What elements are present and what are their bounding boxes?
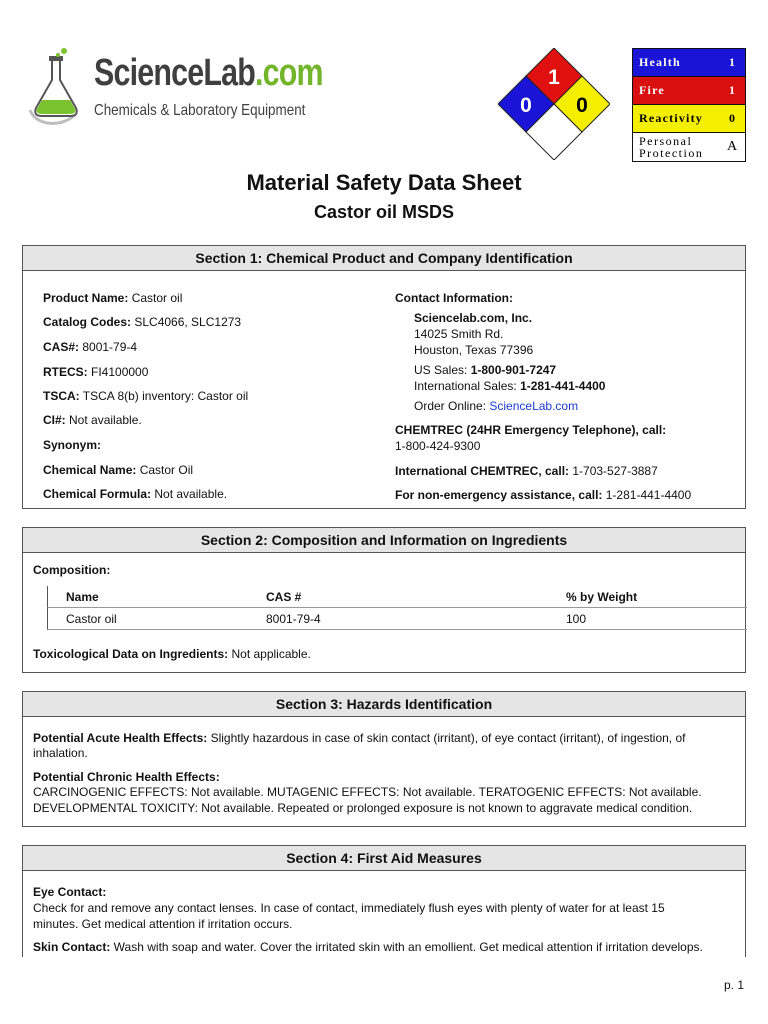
document-subtitle: Castor oil MSDS — [313, 202, 455, 222]
chemtrec-label: CHEMTREC (24HR Emergency Telephone), call: — [395, 423, 667, 437]
section-3-heading: Section 3: Hazards Identification — [23, 692, 745, 717]
catalog-codes-field: Catalog Codes: SLC4066, SLC1273 — [43, 315, 242, 329]
hmis-reactivity-value: 0 — [729, 111, 735, 125]
intl-chemtrec: International CHEMTREC, call: 1-703-527-3887 — [395, 464, 658, 478]
composition-table-header — [47, 586, 747, 608]
rtecs-field: RTECS: FI4100000 — [43, 365, 149, 379]
chronic-effects-label: Potential Chronic Health Effects: — [33, 770, 220, 784]
eye-contact-label: Eye Contact: — [33, 885, 107, 899]
nfpa-top-value: 1 — [548, 66, 560, 89]
hmis-fire-label: Fire — [639, 83, 665, 97]
hmis-health-value: 1 — [729, 55, 735, 69]
address-line-1: 14025 Smith Rd. — [414, 327, 504, 341]
address-line-2: Houston, Texas 77396 — [414, 343, 534, 357]
chemtrec-phone: 1-800-424-9300 — [395, 439, 481, 453]
section-2 — [22, 527, 746, 673]
section-1-heading: Section 1: Chemical Product and Company Identification — [23, 246, 745, 271]
hmis-rating-table — [632, 48, 746, 162]
synonym-field: Synonym: — [43, 438, 102, 452]
hmis-reactivity-row — [633, 105, 745, 133]
company-name: Sciencelab.com, Inc. — [414, 311, 533, 325]
order-online: Order Online: ScienceLab.com — [414, 399, 579, 413]
composition-table — [47, 586, 747, 630]
skin-contact: Skin Contact: Wash with soap and water. Cover the irritated skin with an emollient. Get medical attention if irritation develops. — [33, 940, 703, 954]
document-title: Material Safety Data Sheet — [246, 170, 522, 195]
hmis-reactivity-label: Reactivity — [639, 111, 703, 125]
hmis-protection-row — [633, 133, 745, 161]
eye-contact-line-2: minutes. Get medical attention if irritation occurs. — [33, 917, 293, 931]
contact-info-heading: Contact Information: — [395, 291, 513, 305]
table-row — [47, 608, 747, 630]
product-name-field: Product Name: Castor oil — [43, 291, 183, 305]
ingredient-name-cell: Castor oil — [66, 612, 117, 626]
section-3 — [22, 691, 746, 827]
section-4-heading: Section 4: First Aid Measures — [23, 846, 745, 871]
page-number: p. 1 — [723, 978, 744, 992]
hmis-protection-label: Personal Protection — [639, 134, 704, 160]
hmis-health-label: Health — [639, 55, 681, 69]
acute-effects-line-1: Potential Acute Health Effects: Slightly hazardous in case of skin contact (irritant), of eye contact (irritant), of ingestion, of — [33, 731, 686, 745]
section-1 — [22, 245, 746, 509]
toxicological-data: Toxicological Data on Ingredients: Not applicable. — [33, 647, 311, 661]
sciencelab-logo[interactable] — [22, 46, 323, 130]
non-emergency-assistance: For non-emergency assistance, call: 1-281-441-4400 — [395, 488, 692, 502]
hmis-fire-value: 1 — [729, 83, 735, 97]
eye-contact-line-1: Check for and remove any contact lenses. In case of contact, immediately flush eyes with plenty of water for at least 15 — [33, 901, 665, 915]
chronic-effects-line-1: CARCINOGENIC EFFECTS: Not available. MUTAGENIC EFFECTS: Not available. TERATOGENIC EFFECTS: Not available. — [33, 785, 702, 799]
hmis-health-row — [633, 49, 745, 77]
flask-icon — [22, 46, 92, 130]
column-weight-header: % by Weight — [566, 590, 638, 604]
tsca-field: TSCA: TSCA 8(b) inventory: Castor oil — [43, 389, 249, 403]
ingredient-cas-cell: 8001-79-4 — [266, 612, 321, 626]
chemical-formula-field: Chemical Formula: Not available. — [43, 487, 228, 501]
intl-sales-phone: International Sales: 1-281-441-4400 — [414, 379, 606, 393]
nfpa-left-value: 0 — [520, 94, 532, 117]
chemical-name-field: Chemical Name: Castor Oil — [43, 463, 194, 477]
acute-effects-line-2: inhalation. — [33, 746, 88, 760]
logo-tagline: Chemicals & Laboratory Equipment — [94, 102, 306, 119]
column-name-header: Name — [66, 590, 99, 604]
ingredient-weight-cell: 100 — [566, 612, 587, 626]
composition-label: Composition: — [33, 563, 111, 577]
nfpa-right-value: 0 — [576, 94, 588, 117]
us-sales-phone: US Sales: 1-800-901-7247 — [414, 363, 557, 377]
sciencelab-link[interactable]: ScienceLab.com — [489, 399, 579, 413]
cas-field: CAS#: 8001-79-4 — [43, 340, 138, 354]
ci-field: CI#: Not available. — [43, 413, 142, 427]
hmis-protection-value: A — [726, 139, 738, 154]
section-2-heading: Section 2: Composition and Information on Ingredients — [23, 528, 745, 553]
section-4 — [22, 845, 746, 957]
logo-wordmark: ScienceLab.com — [94, 52, 323, 94]
chronic-effects-line-2: DEVELOPMENTAL TOXICITY: Not available. Repeated or prolonged exposure is not known to aggravate medical condition. — [33, 801, 693, 815]
column-cas-header: CAS # — [266, 590, 302, 604]
nfpa-diamond — [498, 48, 610, 160]
hmis-fire-row — [633, 77, 745, 105]
